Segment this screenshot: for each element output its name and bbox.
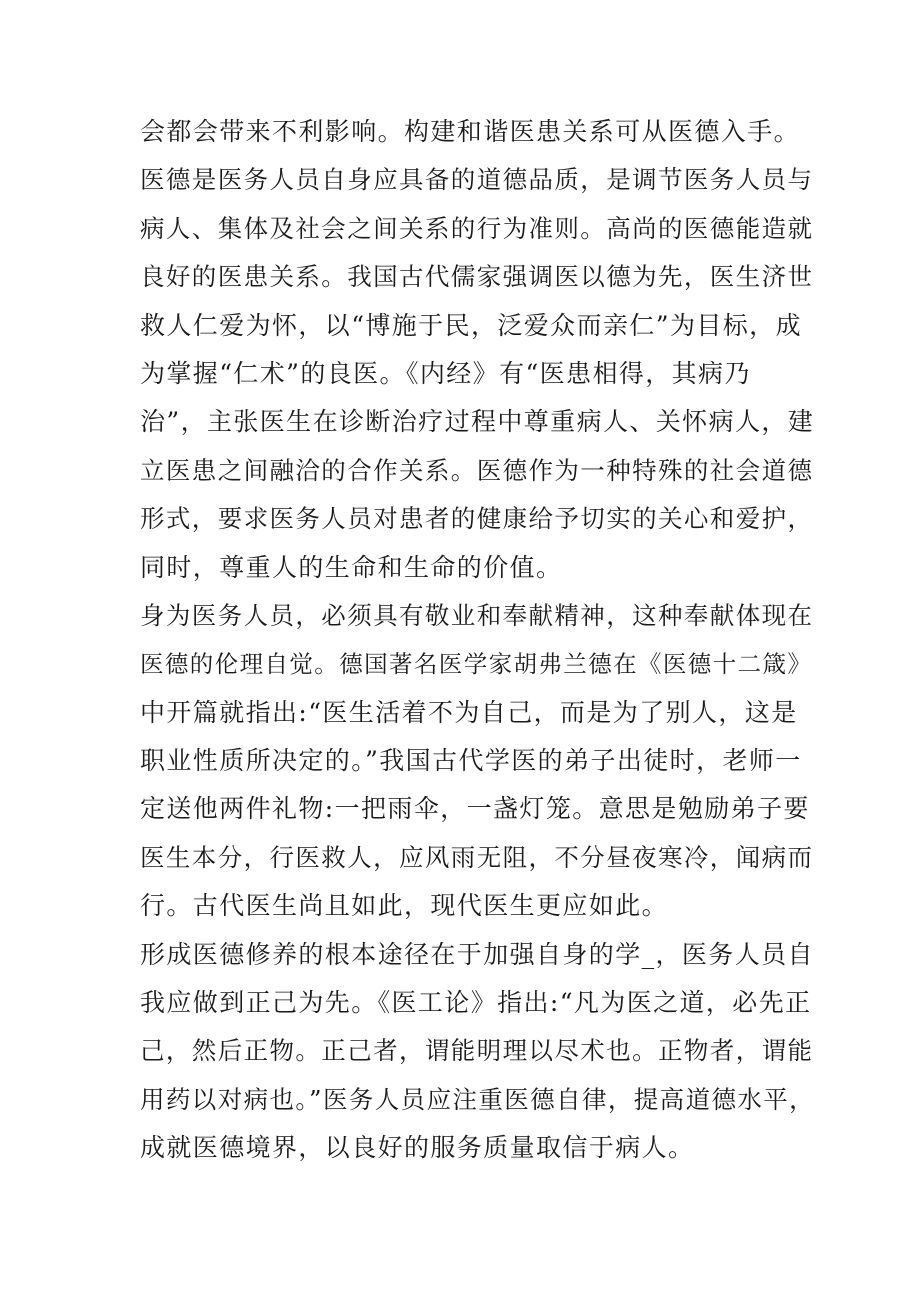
text-line: 良好的医患关系。我国古代儒家强调医以德为先，医生济世: [140, 262, 814, 292]
text-line: 职业性质所决定的。”我国古代学医的弟子出徒时，老师一: [140, 746, 802, 776]
body-text: [140, 108, 816, 1173]
text-line: 治”，主张医生在诊断治疗过程中尊重病人、关怀病人，建: [140, 407, 815, 437]
text-line: 为掌握“仁术”的良医。《内经》有“医患相得，其病乃: [140, 358, 751, 388]
text-line: 立医患之间融洽的合作关系。医德作为一种特殊的社会道德: [140, 455, 814, 485]
text-line: 定送他两件礼物:一把雨伞，一盏灯笼。意思是勉励弟子要: [140, 794, 810, 824]
text-line: 己，然后正物。正己者，谓能明理以尽术也。正物者，谓能: [140, 1036, 814, 1066]
text-line: 形式，要求医务人员对患者的健康给予切实的关心和爱护，: [140, 504, 814, 534]
text-line: 病人、集体及社会之间关系的行为准则。高尚的医德能造就: [140, 213, 814, 243]
text-line: 用药以对病也。”医务人员应注重医德自律，提高道德水平，: [140, 1084, 816, 1114]
text-line: 医德的伦理自觉。德国著名医学家胡弗兰德在《医德十二箴》: [140, 650, 813, 679]
text-line: 会都会带来不利影响。构建和谐医患关系可从医德入手。: [140, 117, 801, 146]
text-line: 中开篇就指出:“医生活着不为自己，而是为了别人，这是: [140, 697, 798, 727]
text-line: 形成医德修养的根本途径在于加强自身的学_，医务人员自: [140, 939, 814, 969]
text-line: 我应做到正己为先。《医工论》指出:“凡为医之道，必先正: [140, 988, 812, 1018]
text-line: 救人仁爱为怀，以“博施于民，泛爱众而亲仁”为目标，成: [140, 310, 802, 340]
text-line: 医德是医务人员自身应具备的道德品质，是调节医务人员与: [140, 165, 814, 195]
text-line: 医生本分，行医救人，应风雨无阻，不分昼夜寒冷，闻病而: [140, 842, 814, 872]
text-line: 同时，尊重人的生命和生命的价值。: [140, 552, 563, 582]
text-line: 身为医务人员，必须具有敬业和奉献精神，这种奉献体现在: [140, 600, 814, 630]
text-line: 成就医德境界，以良好的服务质量取信于病人。: [140, 1133, 695, 1163]
text-line: 行。古代医生尚且如此，现代医生更应如此。: [140, 891, 669, 921]
